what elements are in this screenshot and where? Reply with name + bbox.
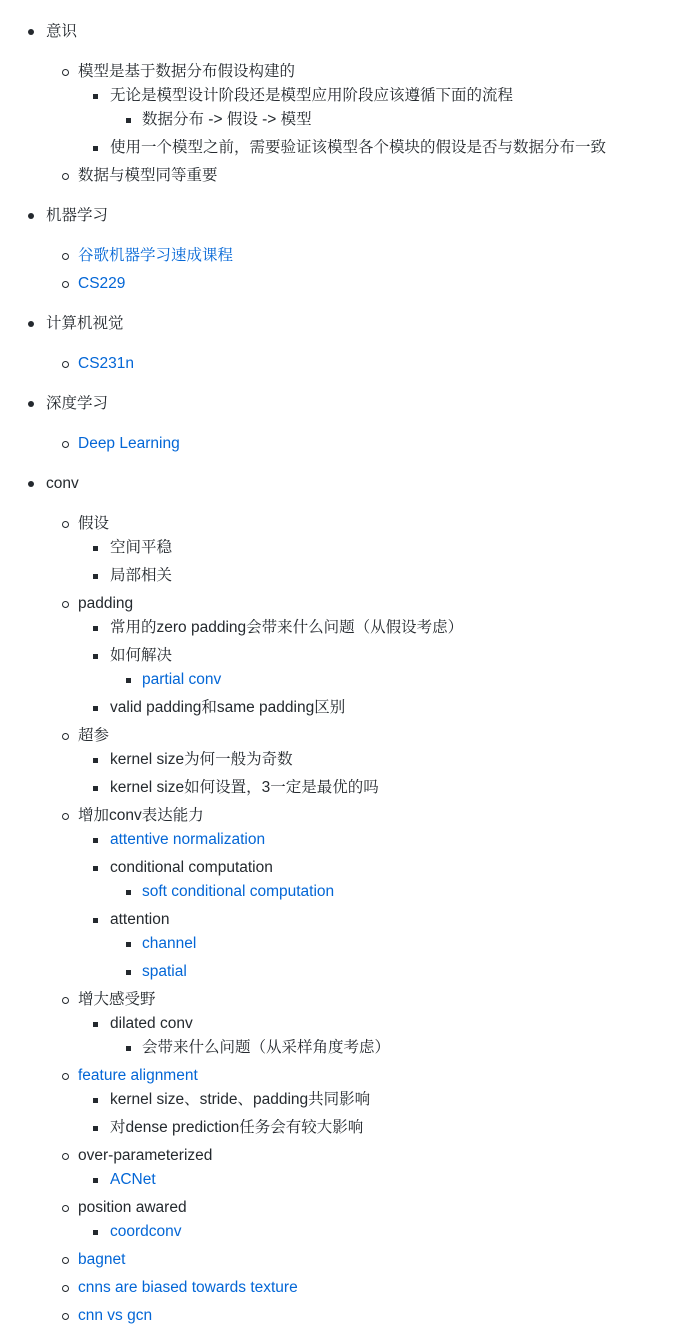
list-item-link[interactable]: Deep Learning <box>78 435 180 452</box>
list-item-link[interactable]: ACNet <box>110 1171 156 1188</box>
list-item-link[interactable]: bagnet <box>78 1251 126 1268</box>
bullet-icon <box>28 481 34 487</box>
list-item <box>0 616 683 640</box>
list-item <box>0 724 683 748</box>
list-item[interactable] <box>0 1248 683 1272</box>
bullet-icon <box>126 1046 131 1051</box>
list-item-text: kernel size为何一般为奇数 <box>110 751 293 768</box>
list-item-text: kernel size、stride、padding共同影响 <box>110 1091 371 1108</box>
bullet-icon <box>28 321 34 327</box>
bullet-icon <box>93 626 98 631</box>
list-item-text: conditional computation <box>110 859 273 876</box>
list-item-text: 深度学习 <box>46 395 109 412</box>
list-item-link[interactable]: soft conditional computation <box>142 883 335 900</box>
list-item <box>0 1012 683 1036</box>
bullet-icon <box>62 813 69 820</box>
list-item <box>0 856 683 880</box>
list-item-text: 超参 <box>78 727 110 744</box>
bullet-icon <box>126 678 131 683</box>
bullet-icon <box>93 838 98 843</box>
bullet-icon <box>126 942 131 947</box>
bullet-icon <box>28 213 34 219</box>
list-item-text: over-parameterized <box>78 1147 213 1164</box>
list-item-text: kernel size如何设置，3一定是最优的吗 <box>110 779 379 796</box>
bullet-icon <box>62 1257 69 1264</box>
bullet-icon <box>62 997 69 1004</box>
bullet-icon <box>93 758 98 763</box>
list-item-text: dilated conv <box>110 1015 193 1032</box>
list-item-text: 局部相关 <box>110 567 173 584</box>
list-item[interactable] <box>0 960 683 984</box>
list-item[interactable] <box>0 272 683 296</box>
list-item <box>0 536 683 560</box>
list-item-link[interactable]: attentive normalization <box>110 831 266 848</box>
bullet-icon <box>62 1073 69 1080</box>
list-item <box>0 748 683 772</box>
bullet-icon <box>62 521 69 528</box>
bullet-icon <box>93 546 98 551</box>
list-item <box>0 644 683 668</box>
list-item[interactable] <box>0 1168 683 1192</box>
list-item[interactable] <box>0 1064 683 1088</box>
list-item <box>0 60 683 84</box>
bullet-icon <box>93 94 98 99</box>
list-item-link[interactable]: CS231n <box>78 355 135 372</box>
bullet-icon <box>62 733 69 740</box>
list-item-link[interactable]: cnn vs gcn <box>78 1307 153 1324</box>
list-item <box>0 1036 683 1060</box>
list-item-text: 对dense prediction任务会有较大影响 <box>110 1119 364 1136</box>
bullet-icon <box>93 786 98 791</box>
list-item-text: 使用一个模型之前，需要验证该模型各个模块的假设是否与数据分布一致 <box>110 139 607 156</box>
list-item <box>0 392 683 416</box>
list-item-link[interactable]: channel <box>142 935 197 952</box>
list-item <box>0 204 683 228</box>
list-item <box>0 592 683 616</box>
bullet-icon <box>93 866 98 871</box>
list-item-text: 会带来什么问题（从采样角度考虑） <box>142 1039 391 1056</box>
list-item-text: conv <box>46 475 79 492</box>
list-item[interactable] <box>0 1276 683 1300</box>
list-item-text: attention <box>110 911 170 928</box>
bullet-icon <box>93 146 98 151</box>
bullet-icon <box>62 253 69 260</box>
list-item <box>0 512 683 536</box>
list-item-text: 常用的zero padding会带来什么问题（从假设考虑） <box>110 619 464 636</box>
list-item-text: position awared <box>78 1199 187 1216</box>
list-item <box>0 312 683 336</box>
bullet-icon <box>62 1205 69 1212</box>
bullet-icon <box>62 1153 69 1160</box>
bullet-icon <box>62 361 69 368</box>
list-item[interactable] <box>0 932 683 956</box>
bullet-icon <box>93 1178 98 1183</box>
bullet-icon <box>62 173 69 180</box>
list-item-text: 如何解决 <box>110 647 173 664</box>
list-item-text: 增大感受野 <box>78 991 156 1008</box>
list-item-text: 模型是基于数据分布假设构建的 <box>78 63 296 80</box>
list-item <box>0 472 683 496</box>
bullet-icon <box>93 1126 98 1131</box>
bullet-icon <box>126 118 131 123</box>
bullet-icon <box>93 574 98 579</box>
list-item <box>0 20 683 44</box>
bullet-icon <box>62 1313 69 1320</box>
bullet-icon <box>93 654 98 659</box>
list-item-link[interactable]: 谷歌机器学习速成课程 <box>78 247 234 264</box>
list-item <box>0 136 683 160</box>
bullet-icon <box>28 401 34 407</box>
bullet-icon <box>93 1230 98 1235</box>
bullet-icon <box>126 890 131 895</box>
list-item <box>0 804 683 828</box>
list-item-text: 无论是模型设计阶段还是模型应用阶段应该遵循下面的流程 <box>110 87 514 104</box>
list-item <box>0 1144 683 1168</box>
list-item[interactable] <box>0 1220 683 1244</box>
list-item-text: valid padding和same padding区别 <box>110 699 346 716</box>
list-item <box>0 776 683 800</box>
bullet-icon <box>126 970 131 975</box>
bullet-icon <box>62 441 69 448</box>
list-item-link[interactable]: partial conv <box>142 671 222 688</box>
list-item-link[interactable]: coordconv <box>110 1223 182 1240</box>
list-item[interactable] <box>0 880 683 904</box>
bullet-icon <box>28 29 34 35</box>
list-item-text: padding <box>78 595 134 612</box>
bullet-icon <box>93 706 98 711</box>
bullet-icon <box>62 281 69 288</box>
list-item <box>0 988 683 1012</box>
bullet-icon <box>93 1022 98 1027</box>
bullet-icon <box>62 1285 69 1292</box>
list-item-text: 数据与模型同等重要 <box>78 167 218 184</box>
list-item-text: 计算机视觉 <box>46 315 124 332</box>
list-item-text: 假设 <box>78 515 110 532</box>
list-item[interactable] <box>0 244 683 268</box>
list-item-link[interactable]: feature alignment <box>78 1067 198 1084</box>
list-item[interactable] <box>0 1304 683 1328</box>
list-item-link[interactable]: cnns are biased towards texture <box>78 1279 298 1296</box>
list-item-text: 意识 <box>46 23 78 40</box>
list-item-text: 增加conv表达能力 <box>78 807 204 824</box>
list-item <box>0 564 683 588</box>
list-item[interactable] <box>0 828 683 852</box>
list-item[interactable] <box>0 668 683 692</box>
list-item-text: 数据分布 -> 假设 -> 模型 <box>142 111 312 128</box>
list-item-link[interactable]: CS229 <box>78 275 126 292</box>
list-item <box>0 1196 683 1220</box>
bullet-icon <box>62 601 69 608</box>
list-item[interactable] <box>0 432 683 456</box>
list-item <box>0 1116 683 1140</box>
bullet-icon <box>93 918 98 923</box>
list-item <box>0 696 683 720</box>
list-item <box>0 164 683 188</box>
list-item-text: 机器学习 <box>46 207 109 224</box>
bullet-icon <box>62 69 69 76</box>
list-item <box>0 1088 683 1112</box>
bullet-icon <box>93 1098 98 1103</box>
list-item-text: 空间平稳 <box>110 539 173 556</box>
list-item <box>0 908 683 932</box>
list-item[interactable] <box>0 352 683 376</box>
list-item <box>0 84 683 108</box>
list-item <box>0 108 683 132</box>
list-item-link[interactable]: spatial <box>142 963 187 980</box>
